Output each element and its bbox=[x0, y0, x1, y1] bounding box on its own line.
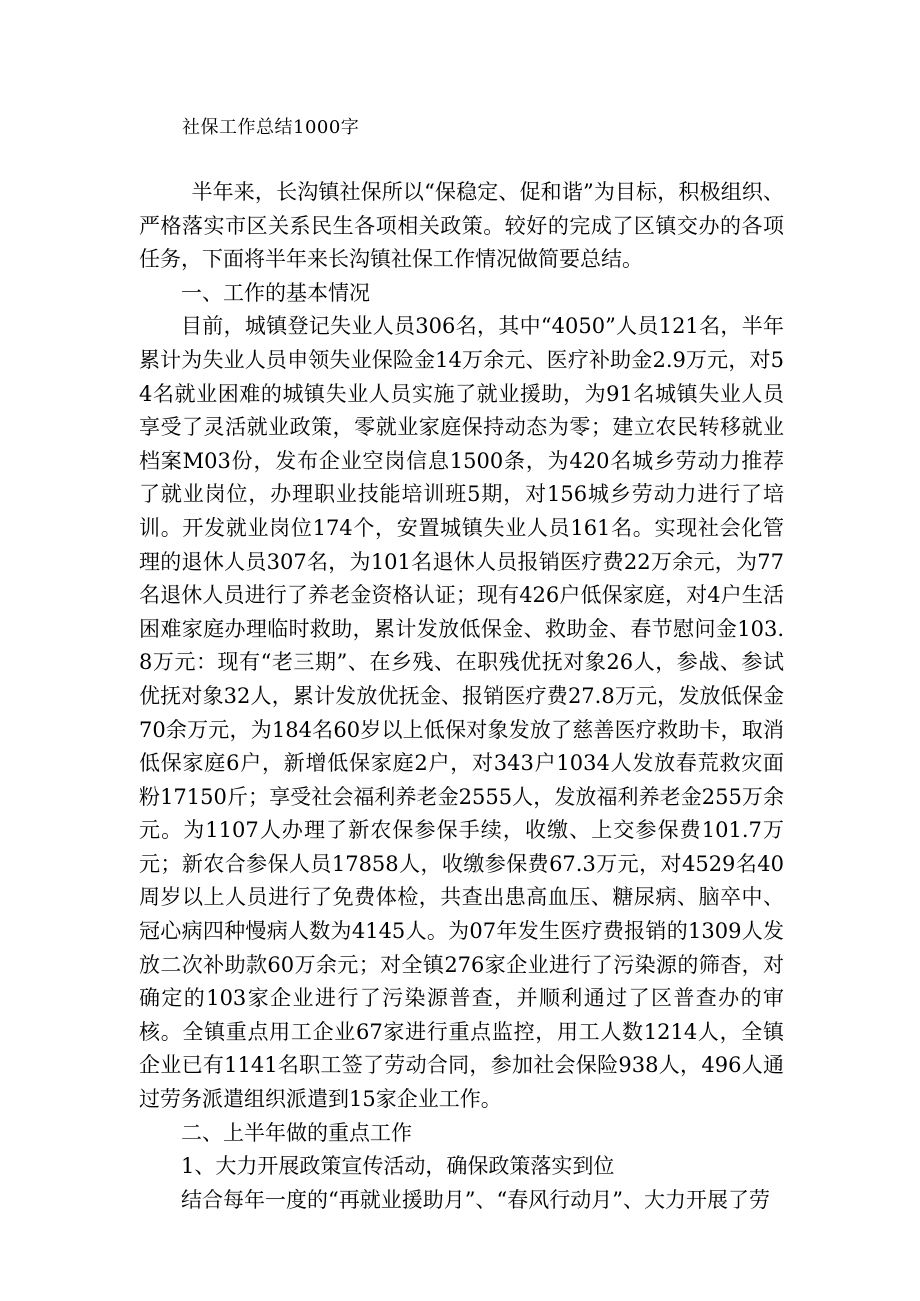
subsection-heading-policy-publicity: 1、大力开展政策宣传活动，确保政策落实到位 bbox=[181, 1154, 615, 1179]
section-heading-key-work: 二、上半年做的重点工作 bbox=[181, 1120, 412, 1145]
policy-publicity-paragraph: 结合每年一度的“再就业援助月”、“春风行动月”、大力开展了劳 bbox=[181, 1187, 770, 1212]
document-body bbox=[139, 176, 784, 1217]
intro-paragraph: 半年来，长沟镇社保所以“保稳定、促和谐”为目标，积极组织、严格落实市区关系民生各项相关政策。较好的完成了区镇交办的各项任务，下面将半年来长沟镇社保工作情况做简要总结。 bbox=[139, 180, 784, 272]
basic-situation-paragraph: 目前，城镇登记失业人员306名，其中“4050”人员121名，半年累计为失业人员申领失业保险金14万余元、医疗补助金2.9万元，对54名就业困难的城镇失业人员实施了就业援助，为91名城镇失业人员享受了灵活就业政策，零就业家庭保持动态为零；建立农民转移就业档案M03份，发布企业空岗信息1500条，为420名城乡劳动力推荐了就业岗位，办理职业技能培训班5期，对156城乡劳动力进行了培训。开发就业岗位174个，安置城镇失业人员161名。实现社会化管理的退休人员307名，为101名退休人员报销医疗费22万余元，为77名退休人员进行了养老金资格认证；现有426户低保家庭，对4户生活困难家庭办理临时救助，累计发放低保金、救助金、春节慰问金103.8万元：现有“老三期”、在乡残、在职残优抚对象26人，参战、参试优抚对象32人，累计发放优抚金、报销医疗费27.8万元，发放低保金70余万元，为184名60岁以上低保对象发放了慈善医疗救助卡，取消低保家庭6户，新增低保家庭2户，对343户1034人发放春荒救灾面粉17150斤；享受社会福利养老金2555人，发放福利养老金255万余元。为1107人办理了新农保参保手续，收缴、上交参保费101.7万元；新农合参保人员17858人，收缴参保费67.3万元，对4529名40周岁以上人员进行了免费体检，共查出患高血压、糖尿病、脑卒中、冠心病四种慢病人数为4145人。为07年发生医疗费报销的1309人发放二次补助款60万余元；对全镇276家企业进行了污染源的筛杳，对确定的103家企业进行了污染源普查，并顺利通过了区普查办的审核。全镇重点用工企业67家进行重点监控，用工人数1214人，全镇企业已有1141名职工签了劳动合同，参加社会保险938人，496人通过劳务派遣组织派遣到15家企业工作。 bbox=[139, 314, 785, 1112]
document-title: 社保工作总结1000字 bbox=[182, 117, 360, 138]
section-heading-basic-situation: 一、工作的基本情况 bbox=[181, 280, 370, 305]
